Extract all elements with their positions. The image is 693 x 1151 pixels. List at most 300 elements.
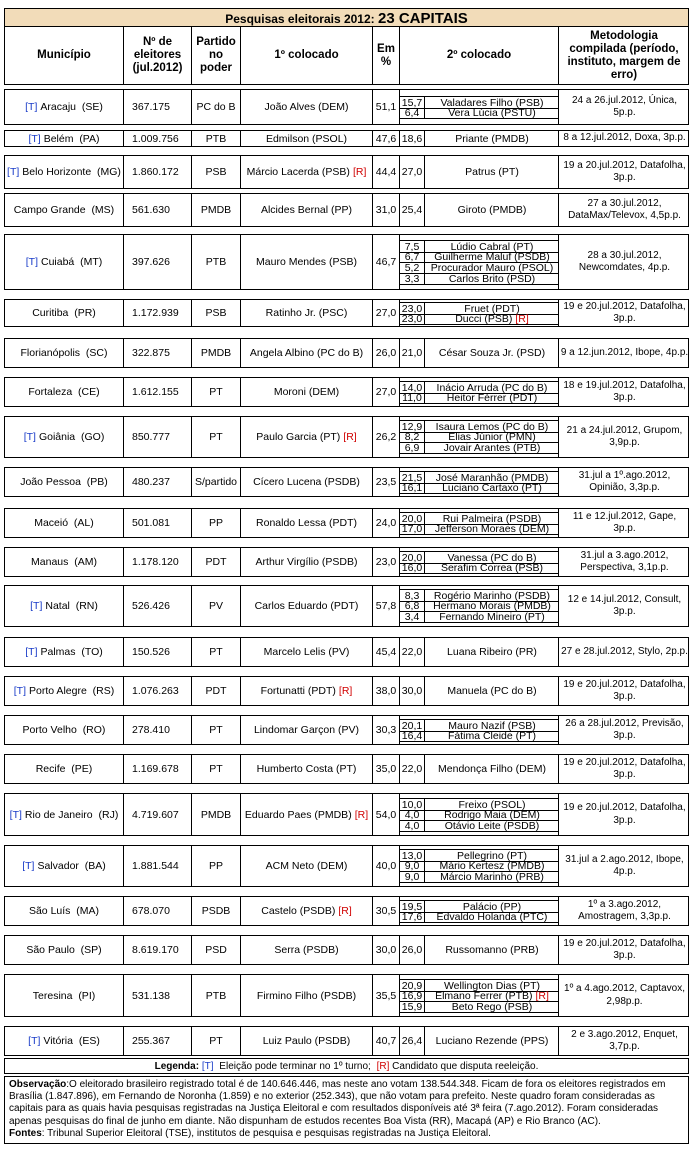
pct-cell: 45,4 (373, 638, 400, 666)
table-row (4, 467, 689, 497)
metodologia-cell (559, 300, 690, 326)
segundo-pct: 16,9 (400, 990, 425, 1001)
eleitores-cell: 322.875 (124, 339, 192, 367)
municipio-uf: (PB) (86, 476, 108, 488)
metodologia-line: 21 a 24.jul.2012, Grupom, (566, 424, 683, 436)
pct-cell: 30,3 (373, 716, 400, 744)
partido-cell: PT (192, 638, 241, 666)
segundo-name-text: Rui Palmeira (PSDB) (442, 512, 542, 525)
partido-cell: PP (192, 509, 241, 537)
primeiro-cell (241, 131, 373, 146)
pct-cell: 51,1 (373, 90, 400, 124)
municipio-cell (5, 156, 124, 188)
metodologia-cell (559, 677, 690, 705)
municipio-uf: (MT) (80, 256, 103, 268)
segundo-name (425, 313, 559, 325)
segundo-pct: 20,0 (400, 513, 425, 524)
segundo-pct: 25,4 (400, 194, 425, 226)
municipio-name: Salvador (37, 860, 79, 872)
eleitores-cell: 1.860.172 (124, 156, 192, 188)
segundo-name: Luciano Rezende (PPS) (435, 1035, 549, 1047)
municipio-uf: (RO) (82, 724, 106, 736)
municipio-name: Maceió (34, 517, 69, 529)
municipio-uf: (PE) (71, 763, 93, 775)
metodologia-line: 8 a 12.jul.2012, Doxa, 3p.p. (563, 132, 686, 144)
segundo-line (400, 131, 559, 146)
segundo-pct: 26,4 (400, 1027, 425, 1055)
segundo-name-text: Vera Lúcia (PSTU) (448, 106, 536, 119)
municipio-name: Aracaju (40, 101, 76, 113)
pct-cell: 57,8 (373, 586, 400, 626)
table-row (4, 1026, 689, 1056)
eleitores-cell: 367.175 (124, 90, 192, 124)
segundo-pct: 22,0 (400, 638, 425, 666)
partido-cell: PTB (192, 975, 241, 1016)
r-tag: [R] (515, 312, 529, 325)
segundo-name-text: Procurador Mauro (PSOL) (430, 261, 554, 274)
segundo-name-text: Beto Rego (PSB) (451, 1000, 533, 1013)
municipio-uf: (RJ) (98, 808, 119, 821)
metodologia-cell (559, 716, 690, 744)
metodologia-cell (559, 131, 690, 146)
primeiro-name: ACM Neto (DEM) (265, 860, 348, 872)
segundo-name (425, 1001, 559, 1013)
eleitores-cell: 1.612.155 (124, 378, 192, 406)
segundo-cell (400, 638, 559, 666)
metodologia-cell (559, 846, 690, 886)
obs-text: :O eleitorado brasileiro registrado total é de 140.646.446, mas neste ano votam 138.544.348. Ficam de fora os eleitores registrados em Brasília (1.847.896), em Fernando de Noronha (1.859) e no exterior (252.343), que não votam para prefeito. Neste quadro foram consideradas as capitais para as quais havia pesquisas registradas na Justiça Eleitoral e com resultados disponíveis até 3ª feira (7.ago.2012). Foram consideradas apenas pesquisas do final de junho em diante. Não dispunham de estudos recentes Boa Vista (RR), Macapá (AP) e Rio Branco (AC). (9, 1079, 666, 1127)
table-row (4, 637, 689, 667)
metodologia-line: 3p.p. (613, 606, 636, 617)
legend-label: Legenda (154, 1061, 196, 1072)
municipio-cell (5, 194, 124, 226)
metodologia-line: 3p.p. (613, 769, 636, 780)
segundo-cell (400, 794, 559, 835)
partido-cell: PP (192, 846, 241, 886)
segundo-name-text: Elias Júnior (PMN) (448, 430, 536, 443)
municipio-uf: (MS) (91, 204, 115, 216)
eleitores-cell: 850.777 (124, 417, 192, 457)
segundo-pct: 6,7 (400, 251, 425, 262)
metodologia-line: 2,98p.p. (606, 995, 643, 1007)
metodologia-cell (559, 975, 690, 1016)
eleitores-cell: 4.719.607 (124, 794, 192, 835)
header-pct: Em % (373, 27, 400, 84)
segundo-name (425, 871, 559, 883)
r-tag: [R] (338, 905, 352, 917)
metodologia-line: 12 e 14.jul.2012, Consult, (567, 593, 682, 605)
primeiro-name: Castelo (PSDB) (261, 905, 336, 917)
header-segundo: 2º colocado (400, 27, 559, 84)
eleitores-cell: 8.619.170 (124, 936, 192, 964)
segundo-cell (400, 755, 559, 783)
pct-cell: 24,0 (373, 509, 400, 537)
segundo-pct: 21,0 (400, 339, 425, 367)
metodologia-line: 3p.p. (613, 523, 636, 534)
t-tag: [T] (30, 600, 43, 612)
primeiro-name: João Alves (DEM) (264, 101, 349, 113)
eleitores-cell: 1.169.678 (124, 755, 192, 783)
segundo-name: César Souza Jr. (PSD) (438, 347, 546, 359)
segundo-pct: 11,0 (400, 392, 425, 403)
title-main: 23 CAPITAIS (378, 10, 468, 27)
table-row (4, 338, 689, 368)
segundo-name-text: Fruet (PDT) (464, 302, 520, 315)
segundo-line (400, 911, 559, 923)
table-header (4, 27, 689, 85)
segundo-line (400, 562, 559, 574)
segundo-name-text: Valadares Filho (PSB) (440, 96, 544, 109)
r-tag: [R] (535, 989, 549, 1002)
eleitores-cell: 531.138 (124, 975, 192, 1016)
partido-cell: PSDB (192, 897, 241, 925)
segundo-name: Russomanno (PRB) (445, 944, 539, 956)
metodologia-line: 19 e 20.jul.2012, Datafolha, (563, 678, 686, 690)
table-row (4, 585, 689, 627)
municipio-uf: (GO) (80, 431, 105, 443)
primeiro-cell (241, 897, 373, 925)
primeiro-name: Firmino Filho (PSDB) (256, 989, 357, 1002)
segundo-name (425, 562, 559, 574)
pct-cell: 23,0 (373, 548, 400, 576)
primeiro-name: Marcelo Lelis (PV) (263, 646, 350, 658)
metodologia-line: 5p.p. (613, 107, 636, 118)
segundo-pct: 23,0 (400, 313, 425, 324)
municipio-name: Belém (43, 132, 74, 145)
segundo-cell (400, 936, 559, 964)
municipio-uf: (TO) (81, 646, 103, 658)
metodologia-cell (559, 936, 690, 964)
pct-cell: 26,2 (373, 417, 400, 457)
metodologia-cell (559, 794, 690, 835)
primeiro-cell (241, 548, 373, 576)
fontes-text: : Tribunal Superior Eleitoral (TSE), institutos de pesquisa e pesquisas registradas na Justiça Eleitoral. (41, 1127, 491, 1139)
municipio-name: Porto Velho (22, 724, 77, 736)
municipio-name: Natal (45, 600, 70, 612)
primeiro-cell (241, 638, 373, 666)
eleitores-cell: 1.178.120 (124, 548, 192, 576)
primeiro-name: Cícero Lucena (PSDB) (253, 476, 360, 488)
pct-cell: 47,6 (373, 131, 400, 146)
primeiro-name: Ratinho Jr. (PSC) (265, 307, 348, 319)
segundo-name (425, 523, 559, 535)
t-tag: [T] (13, 685, 26, 697)
segundo-pct: 17,6 (400, 911, 425, 922)
segundo-name-text: Isaura Lemos (PC do B) (435, 420, 549, 433)
primeiro-cell (241, 378, 373, 406)
segundo-cell (400, 378, 559, 406)
segundo-name (425, 820, 559, 832)
municipio-name: João Pessoa (20, 476, 81, 488)
partido-cell: PT (192, 716, 241, 744)
segundo-name-text: Rodrigo Maia (DEM) (444, 808, 540, 821)
municipio-uf: (RN) (75, 600, 98, 612)
segundo-pct: 4,0 (400, 809, 425, 820)
primeiro-cell (241, 677, 373, 705)
municipio-name: Cuiabá (40, 256, 75, 268)
metodologia-line: Perspectiva, 3,1p.p. (580, 562, 669, 573)
r-tag: [R] (338, 685, 353, 697)
segundo-pct: 8,3 (400, 590, 425, 601)
primeiro-cell (241, 794, 373, 835)
segundo-name (425, 392, 559, 404)
segundo-pct: 16,0 (400, 562, 425, 573)
municipio-uf: (PR) (74, 307, 96, 319)
eleitores-cell: 678.070 (124, 897, 192, 925)
metodologia-line: 3p.p. (613, 730, 636, 741)
segundo-line (400, 273, 559, 285)
metodologia-line: Newcomdates, 4p.p. (578, 262, 671, 273)
obs-label: Observação (9, 1079, 67, 1090)
metodologia-cell (559, 586, 690, 626)
partido-cell: PSD (192, 936, 241, 964)
municipio-cell (5, 586, 124, 626)
eleitores-cell: 397.626 (124, 235, 192, 289)
municipio-name: Porto Alegre (29, 685, 87, 697)
pct-cell: 35,5 (373, 975, 400, 1016)
pct-cell: 40,7 (373, 1027, 400, 1055)
t-tag: [T] (25, 101, 38, 113)
segundo-cell (400, 975, 559, 1016)
segundo-name-text: José Maranhão (PMDB) (435, 471, 549, 484)
municipio-cell (5, 468, 124, 496)
eleitores-cell: 278.410 (124, 716, 192, 744)
municipio-uf: (BA) (84, 860, 106, 872)
metodologia-line: 18 e 19.jul.2012, Datafolha, (563, 379, 686, 391)
segundo-pct: 15,9 (400, 1001, 425, 1012)
partido-cell: PMDB (192, 194, 241, 226)
segundo-name: Luana Ribeiro (PR) (447, 646, 537, 658)
segundo-line (400, 1001, 559, 1013)
table-row (4, 155, 689, 189)
table-row (4, 547, 689, 577)
municipio-uf: (AL) (73, 517, 94, 529)
municipio-uf: (MA) (76, 905, 100, 917)
segundo-line (400, 871, 559, 883)
primeiro-cell (241, 755, 373, 783)
metodologia-line: 1º a 4.ago.2012, Captavox, (564, 983, 685, 994)
table-row (4, 754, 689, 784)
municipio-name: Curitiba (32, 307, 69, 319)
pct-cell: 27,0 (373, 378, 400, 406)
metodologia-line: 19 e 20.jul.2012, Datafolha, (563, 300, 686, 312)
municipio-cell (5, 1027, 124, 1055)
primeiro-name: Serra (PSDB) (274, 944, 339, 956)
municipio-name: Rio de Janeiro (24, 808, 93, 821)
municipio-cell (5, 897, 124, 925)
table-row (4, 377, 689, 407)
municipio-name: Belo Horizonte (22, 166, 92, 178)
primeiro-name: Edmilson (PSOL) (265, 132, 348, 145)
table-row (4, 896, 689, 926)
municipio-uf: (SC) (85, 347, 108, 359)
segundo-cell (400, 131, 559, 146)
segundo-line (400, 339, 559, 367)
eleitores-cell: 480.237 (124, 468, 192, 496)
table-row (4, 193, 689, 227)
segundo-cell (400, 417, 559, 457)
pct-cell: 40,0 (373, 846, 400, 886)
metodologia-line: 19 a 20.jul.2012, Datafolha, (563, 159, 686, 171)
primeiro-name: Carlos Eduardo (PDT) (254, 600, 359, 612)
municipio-cell (5, 300, 124, 326)
segundo-line (400, 936, 559, 964)
segundo-pct: 6,8 (400, 600, 425, 611)
table-row (4, 935, 689, 965)
table-row (4, 89, 689, 125)
segundo-name-text: Lúdio Cabral (PT) (450, 240, 534, 253)
segundo-pct: 12,9 (400, 421, 425, 432)
partido-cell: PSB (192, 300, 241, 326)
segundo-line (400, 194, 559, 226)
metodologia-line: DataMax/Televox, 4,5p.p. (568, 210, 681, 221)
segundo-pct: 23,0 (400, 303, 425, 314)
header-primeiro: 1º colocado (241, 27, 373, 84)
municipio-uf: (PA) (79, 132, 100, 145)
segundo-line (400, 611, 559, 623)
municipio-name: Fortaleza (28, 386, 73, 398)
eleitores-cell: 1.076.263 (124, 677, 192, 705)
partido-cell: PMDB (192, 339, 241, 367)
municipio-cell (5, 417, 124, 457)
segundo-name-text: Pellegrino (PT) (456, 849, 528, 862)
primeiro-cell (241, 468, 373, 496)
municipio-cell (5, 638, 124, 666)
metodologia-line: 28 a 30.jul.2012, (587, 249, 662, 261)
header-metodologia: Metodologia compilada (período, instituto, margem de erro) (567, 29, 681, 81)
segundo-cell (400, 897, 559, 925)
metodologia-line: 3p.p. (613, 172, 636, 183)
t-tag: [T] (9, 808, 22, 821)
municipio-cell (5, 677, 124, 705)
metodologia-line: 26 a 28.jul.2012, Previsão, (565, 717, 684, 729)
header-municipio: Município (5, 27, 124, 84)
segundo-name: Patrus (PT) (465, 166, 519, 178)
primeiro-cell (241, 417, 373, 457)
pct-cell: 23,5 (373, 468, 400, 496)
segundo-name (425, 611, 559, 623)
partido-cell: PC do B (192, 90, 241, 124)
metodologia-cell (559, 1027, 690, 1055)
segundo-line (400, 107, 559, 119)
pct-cell: 30,0 (373, 936, 400, 964)
partido-cell: PV (192, 586, 241, 626)
municipio-name: Teresina (32, 989, 73, 1002)
metodologia-line: 3p.p. (613, 313, 636, 324)
eleitores-cell: 1.881.544 (124, 846, 192, 886)
municipio-name: Recife (35, 763, 66, 775)
segundo-pct: 20,0 (400, 552, 425, 563)
municipio-cell (5, 755, 124, 783)
municipio-uf: (AM) (74, 556, 97, 568)
legend-r-tag: [R] (376, 1061, 390, 1072)
primeiro-name: Humberto Costa (PT) (256, 763, 357, 775)
segundo-line (400, 1027, 559, 1055)
segundo-name (425, 911, 559, 923)
partido-cell: PT (192, 417, 241, 457)
t-tag: [T] (28, 1035, 41, 1047)
segundo-cell (400, 235, 559, 289)
t-tag: [T] (23, 431, 36, 443)
partido-cell: PTB (192, 235, 241, 289)
segundo-pct: 20,9 (400, 980, 425, 991)
municipio-name: São Paulo (26, 944, 75, 956)
segundo-cell (400, 156, 559, 188)
primeiro-cell (241, 235, 373, 289)
segundo-pct: 27,0 (400, 156, 425, 188)
metodologia-cell (559, 194, 690, 226)
municipio-name: Campo Grande (13, 204, 86, 216)
primeiro-cell (241, 936, 373, 964)
municipio-name: Manaus (31, 556, 69, 568)
metodologia-cell (559, 638, 690, 666)
r-tag: [R] (343, 431, 357, 443)
segundo-cell (400, 716, 559, 744)
pct-cell: 35,0 (373, 755, 400, 783)
primeiro-name: Paulo Garcia (PT) (256, 431, 341, 443)
segundo-cell (400, 194, 559, 226)
eleitores-cell: 1.172.939 (124, 300, 192, 326)
segundo-name-text: Ducci (PSB) (455, 312, 513, 325)
segundo-name-text: Márcio Marinho (PRB) (440, 870, 544, 883)
segundo-line (400, 638, 559, 666)
metodologia-line: 19 e 20.jul.2012, Datafolha, (563, 802, 686, 813)
table-row (4, 715, 689, 745)
segundo-name: Giroto (PMDB) (457, 204, 527, 216)
municipio-cell (5, 339, 124, 367)
segundo-pct: 3,4 (400, 611, 425, 622)
segundo-pct: 9,0 (400, 860, 425, 871)
segundo-name-text: Hermano Morais (PMDB) (433, 599, 551, 612)
segundo-name (425, 482, 559, 494)
primeiro-name: Arthur Virgílio (PSDB) (255, 556, 358, 568)
metodologia-cell (559, 90, 690, 124)
partido-cell: PTB (192, 131, 241, 146)
segundo-name-text: Edvaldo Holanda (PTC) (436, 910, 548, 923)
segundo-line (400, 482, 559, 494)
table-row (4, 508, 689, 538)
metodologia-cell (559, 468, 690, 496)
t-tag: [T] (22, 860, 35, 872)
metodologia-line: 9 a 12.jun.2012, Ibope, 4p.p. (560, 346, 689, 358)
municipio-cell (5, 509, 124, 537)
segundo-pct: 22,0 (400, 755, 425, 783)
eleitores-cell: 255.367 (124, 1027, 192, 1055)
table-row (4, 793, 689, 836)
segundo-name-text: Vanessa (PC do B) (447, 551, 537, 564)
t-tag: [T] (28, 132, 41, 145)
segundo-name: Manuela (PC do B) (447, 685, 537, 697)
segundo-pct: 3,3 (400, 273, 425, 284)
primeiro-cell (241, 509, 373, 537)
segundo-pct: 21,5 (400, 472, 425, 483)
pct-cell: 44,4 (373, 156, 400, 188)
table-title (4, 8, 689, 27)
segundo-name: Priante (PMDB) (455, 132, 529, 145)
table-row (4, 234, 689, 290)
segundo-name (425, 442, 559, 454)
municipio-cell (5, 846, 124, 886)
primeiro-cell (241, 975, 373, 1016)
segundo-cell (400, 90, 559, 124)
metodologia-line: 31.jul a 1º.ago.2012, (578, 469, 671, 481)
segundo-pct: 8,2 (400, 431, 425, 442)
primeiro-name: Fortunatti (PDT) (260, 685, 336, 697)
municipio-uf: (SE) (81, 101, 103, 113)
header-eleitores: Nº de eleitores (jul.2012) (124, 27, 192, 84)
pct-cell: 31,0 (373, 194, 400, 226)
segundo-pct: 16,4 (400, 730, 425, 741)
